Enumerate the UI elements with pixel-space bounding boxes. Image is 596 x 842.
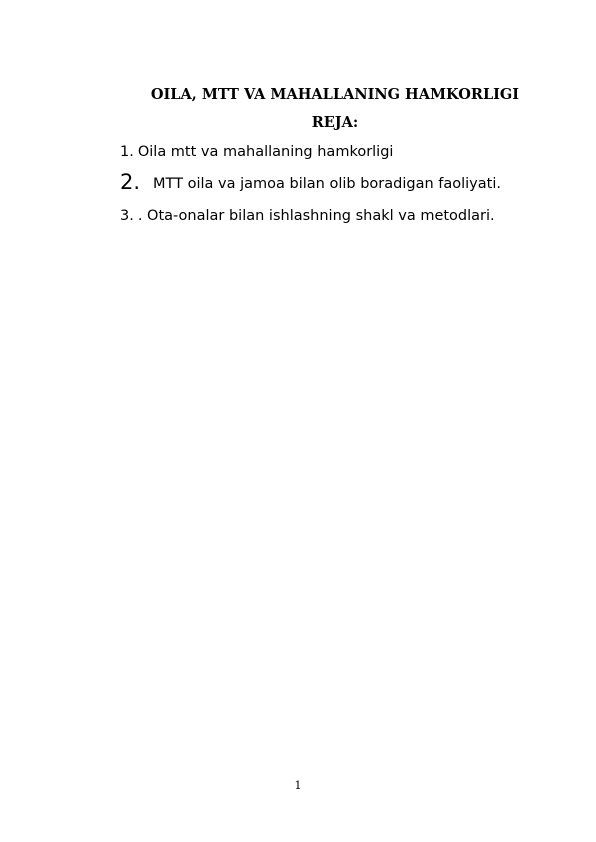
plan-item-number: 2. [120, 170, 141, 194]
plan-item-1 [120, 142, 560, 162]
plan-item-number: 1. [120, 144, 134, 160]
plan-item-number: 3. [120, 208, 134, 224]
plan-item-text: Oila mtt va mahallaning hamkorligi [137, 144, 394, 160]
document-title: OILA, MTT VA MAHALLANING HAMKORLIGI [150, 86, 520, 103]
plan-heading: REJA: [311, 114, 359, 131]
plan-item-text: MTT oila va jamoa bilan olib boradigan faoliyati. [153, 176, 501, 192]
plan-item-3 [120, 206, 560, 226]
plan-item-2 [120, 170, 560, 196]
plan-item-text: . Ota-onalar bilan ishlashning shakl va metodlari. [137, 208, 495, 224]
page-number: 1 [294, 779, 302, 792]
